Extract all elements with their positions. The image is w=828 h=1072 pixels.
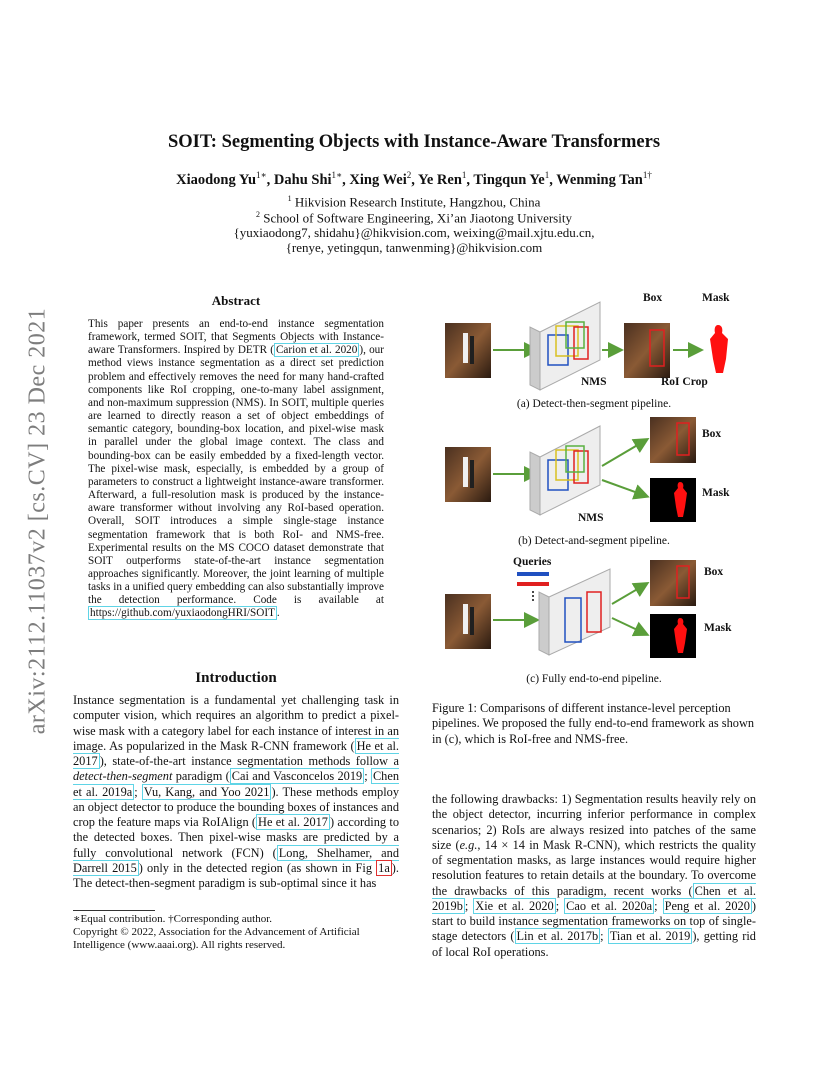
query-bar xyxy=(517,582,549,586)
intro-body: Instance segmentation is a fundamental yet challenging task in computer vision, which requires an algorithm to predict a pixel-wise mask with a category label for each instance of interest in an image. As popularized in the Mask R-CNN framework ( He et al. 2017 ), state-of-the-art instance segmentation methods follow a detect-then-segment paradigm ( Cai and Vasconcelos 2019 ; Chen et al. 2019a ; Vu, Kang, and Yoo 2021 ). These methods employ an object detector to produce the bounding boxes of instances and crop the feature maps via RoIAlign ( He et al. 2017 ) according to the detected boxes. Then pixel-wise masks are predicted by a fully convolutional network (FCN) ( Long, Shelhamer, and Darrell 2015 ) only in the detected region (as shown in Fig 1a ). The detect-then-segment paradigm is sub-optimal since it has xyxy=(73,693,400,890)
fig-label-queries: Queries xyxy=(513,556,552,568)
box-output-image xyxy=(624,323,670,378)
fig-label-box: Box xyxy=(643,292,663,304)
subcaption-a: (a) Detect-then-segment pipeline. xyxy=(516,398,672,410)
mask-output-image xyxy=(650,614,696,658)
author: Xing Wei$^2$ xyxy=(349,170,412,188)
author: Tingqun Ye$^1$ xyxy=(473,170,550,188)
footnote-contribution: ∗Equal contribution. †Corresponding author. xyxy=(73,913,273,925)
fig-label-mask: Mask xyxy=(702,292,730,304)
right-column-body: the following drawbacks: 1) Segmentation results heavily rely on the object detector, incurring inferior performance in complex scenarios; 2) RoIs are always resized into patches of the same size (e.g., 14 × 14 in Mask R-CNN), which restricts the quality of segmentation masks, as large instances would require higher resolution features to retain details at the boundary. To overcome the drawbacks of this paradigm, recent works ( Chen et al. 2019b ; Xie et al. 2020 ; Cao et al. 2020a ; Peng et al. 2020 ) start to build instance segmentation frameworks on top of single-stage detectors ( Lin et al. 2017b ; Tian et al. 2019 ), getting rid of local RoI operations. xyxy=(432,792,756,959)
subcaption-b: (b) Detect-and-segment pipeline. xyxy=(518,535,670,547)
affiliation-1: $^1$ Hikvision Research Institute, Hangzhou, China xyxy=(287,194,541,210)
citation-link[interactable]: Carion et al. 2020 xyxy=(275,344,358,357)
pipeline-b xyxy=(445,417,696,522)
citation-link[interactable]: He et al. 2017 xyxy=(73,738,399,768)
fig-label-nms: NMS xyxy=(578,512,604,524)
paper-title: SOIT: Segmenting Objects with Instance-Aware Transformers xyxy=(167,132,661,152)
citation-link[interactable]: Xie et al. 2020 xyxy=(475,898,554,913)
fig-label-nms: NMS xyxy=(581,376,607,388)
citation-link[interactable]: Peng et al. 2020 xyxy=(664,898,750,913)
citation-link[interactable]: Long, Shelhamer, and Darrell 2015 xyxy=(73,845,399,875)
fig-label-mask: Mask xyxy=(702,487,730,499)
detector-block xyxy=(540,426,600,515)
fig-label-box: Box xyxy=(704,566,724,578)
citation-link[interactable]: Tian et al. 2019 xyxy=(609,929,691,944)
copyright-notice: Copyright © 2022, Association for the Advancement of Artificial Intelligence (www.aaai.org). All rights reserved. xyxy=(73,926,360,951)
mask-output-image xyxy=(650,478,696,522)
arxiv-id: arXiv:2112.11037v2 [cs.CV] 23 Dec 2021 xyxy=(24,307,51,735)
person-figure xyxy=(463,333,468,363)
intro-heading: Introduction xyxy=(195,670,277,686)
author: Ye Ren$^1$ xyxy=(417,170,467,188)
fig-label-mask: Mask xyxy=(704,622,732,634)
emails-1: {yuxiaodong7, shidahu}@hikvision.com, weixing@mail.xjtu.edu.cn, xyxy=(233,225,595,240)
citation-link[interactable]: Chen et al. 2019b xyxy=(432,883,756,913)
fig-label-box: Box xyxy=(702,428,722,440)
emails-2: {renye, yetingqun, tanwenming}@hikvision.com xyxy=(285,240,543,255)
pipeline-c xyxy=(445,560,696,658)
citation-link[interactable]: Cao et al. 2020a xyxy=(566,898,653,913)
citation-link[interactable]: He et al. 2017 xyxy=(258,815,328,829)
author: Dahu Shi$^{1∗}$ xyxy=(273,170,343,188)
abstract-body: This paper presents an end-to-end instance segmentation framework, termed SOIT, that Segments Objects with Instance-aware Transformers. Inspired by DETR ( Carion et al. 2020 ), our method views instance segmentation as a direct set prediction problem and effectively removes the need for many hand-crafted components like RoI cropping, one-to-many label assignment, and non-maximum suppression (NMS). In SOIT, multiple queries are learned to directly reason a set of object embeddings of semantic category, bounding-box location, and pixel-wise mask in parallel under the global image context. The class and bounding-box can be easily embedded by a fixed-length vector. The pixel-wise mask, especially, is embedded by a group of parameters to construct a lightweight instance-aware transformer. Afterward, a full-resolution mask is produced by the instance-aware transformer without involving any RoI-based operation. Overall, SOIT introduces a simple single-stage instance segmentation framework that is both RoI- and NMS-free. Experimental results on the MS COCO dataset demonstrate that SOIT outperforms state-of-the-art instance segmentation approaches significantly. Moreover, the joint learning of multiple tasks in a unified query embedding can also substantially improve the detection performance. Code is available at https://github.com/yuxiaodongHRI/SOIT . xyxy=(88,318,384,620)
fig-label-roi-crop: RoI Crop xyxy=(661,376,708,388)
query-bar xyxy=(517,572,549,576)
subcaption-c: (c) Fully end-to-end pipeline. xyxy=(526,673,662,685)
citation-link[interactable]: Vu, Kang, and Yoo 2021 xyxy=(143,784,270,799)
author: Xiaodong $Yu^{1∗}$ xyxy=(176,170,267,188)
abstract-heading: Abstract xyxy=(211,293,261,308)
author: Wenming Tan$^{1\dagger}$ xyxy=(556,170,652,188)
affiliation-2: $^2$ School of Software Engineering, Xi’an Jiaotong University xyxy=(256,210,572,226)
figure-caption: Figure 1: Comparisons of different instance-level perception pipelines. We proposed the fully end-to-end framework as shown in (c), which is RoI-free and NMS-free. xyxy=(432,701,755,746)
code-url-link[interactable]: https://github.com/yuxiaodongHRI/SOIT xyxy=(90,607,275,620)
citation-link[interactable]: Lin et al. 2017b xyxy=(516,929,599,944)
citation-link[interactable]: Chen et al. 2019a xyxy=(73,769,400,799)
author-list: Xiaodong $Yu^{1∗}$, Dahu Shi$^{1∗}$, Xing Wei$^2$, Ye Ren$^1$, Tingqun Ye$^1$, Wenming Tan$^{1\dagger}$ xyxy=(176,170,652,188)
citation-link[interactable]: Cai and Vasconcelos 2019 xyxy=(231,769,363,784)
figure-ref-link[interactable]: 1a xyxy=(378,860,390,875)
